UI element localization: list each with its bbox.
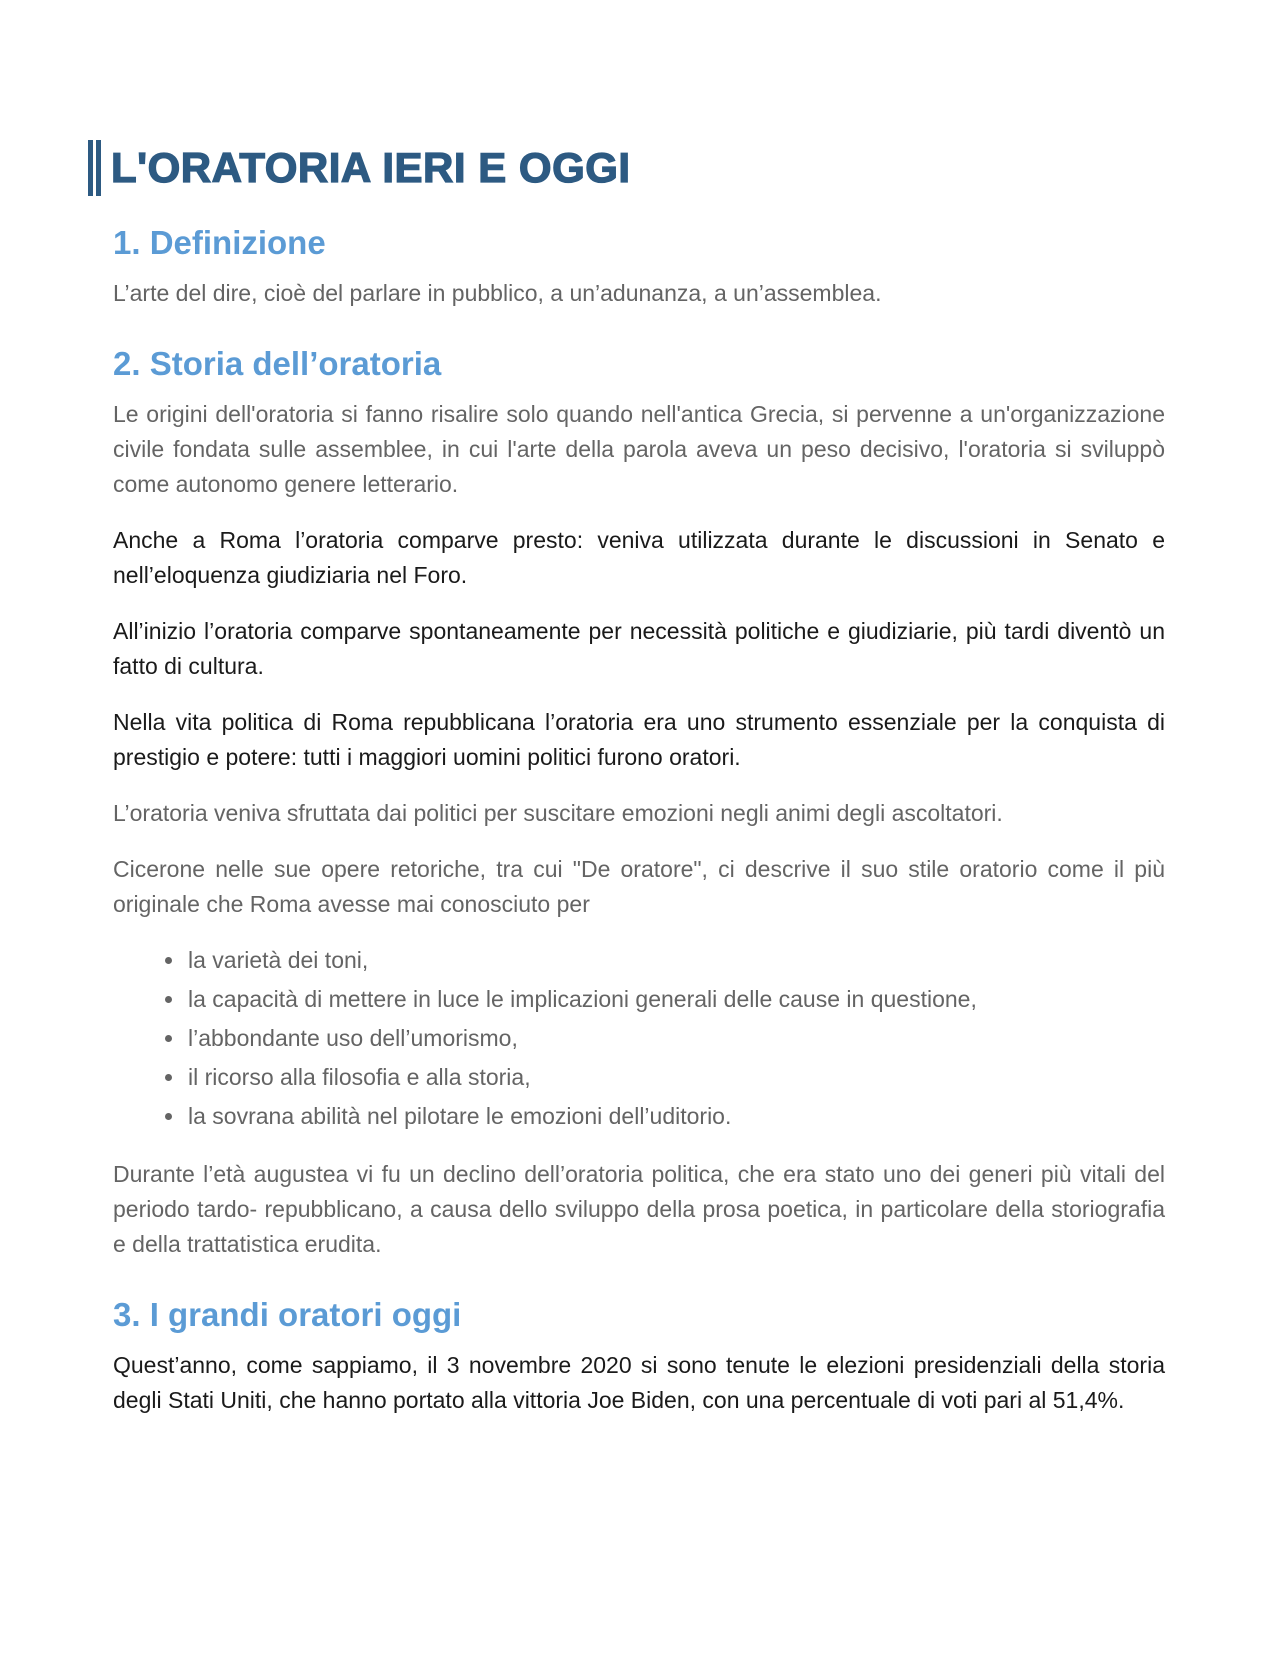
section-heading-definizione: 1. Definizione bbox=[113, 224, 326, 261]
paragraph: Anche a Roma l’oratoria comparve presto: veniva utilizzata durante le discussioni in Senato e nell’eloquenza giudiziaria nel Foro. bbox=[113, 526, 1165, 588]
bullet-item: • il ricorso alla filosofia e alla storia, bbox=[186, 1060, 1165, 1095]
paragraph: L’oratoria veniva sfruttata dai politici per suscitare emozioni negli animi degli ascoltatori. bbox=[113, 799, 1003, 826]
paragraph: Durante l’età augustea vi fu un declino dell’oratoria politica, che era stato uno dei generi più vitali del periodo tardo- repubblicano, a causa dello sviluppo della prosa poetica, in particolare della storiografia e della trattatistica erudita. bbox=[113, 1160, 1165, 1257]
section-heading-grandi-oratori: 3. I grandi oratori oggi bbox=[113, 1295, 462, 1333]
bullet-item: • l’abbondante uso dell’umorismo, bbox=[186, 1021, 1165, 1056]
paragraph: Quest’anno, come sappiamo, il 3 novembre 2020 si sono tenute le elezioni presidenziali della storia degli Stati Uniti, che hanno portato alla vittoria Joe Biden, con una percentuale di voti pari al 51,4%. bbox=[113, 1351, 1165, 1413]
paragraph: Le origini dell'oratoria si fanno risalire solo quando nell'antica Grecia, si pervenne a un'organizzazione civile fondata sulle assemblee, in cui l'arte della parola aveva un peso decisivo, l'oratoria si sviluppò come autonomo genere letterario. bbox=[113, 400, 1165, 497]
document-title: L'ORATORIA IERI E OGGI bbox=[111, 143, 631, 191]
bullet-item: • la sovrana abilità nel pilotare le emozioni dell’uditorio. bbox=[186, 1099, 1165, 1134]
bullet-list bbox=[113, 943, 1165, 1134]
paragraph: L’arte del dire, cioè del parlare in pubblico, a un’adunanza, a un’assemblea. bbox=[113, 279, 882, 306]
document-title-block bbox=[88, 140, 1165, 196]
double-bar-icon bbox=[88, 140, 101, 196]
section-heading-storia: 2. Storia dell’oratoria bbox=[113, 344, 442, 382]
paragraph: Nella vita politica di Roma repubblicana l’oratoria era uno strumento essenziale per la conquista di prestigio e potere: tutti i maggiori uomini politici furono oratori. bbox=[113, 708, 1165, 770]
bullet-item: • la capacità di mettere in luce le implicazioni generali delle cause in questione, bbox=[186, 982, 1165, 1017]
paragraph: All’inizio l’oratoria comparve spontaneamente per necessità politiche e giudiziarie, più tardi diventò un fatto di cultura. bbox=[113, 617, 1165, 679]
paragraph: Cicerone nelle sue opere retoriche, tra cui "De oratore", ci descrive il suo stile oratorio come il più originale che Roma avesse mai conosciuto per bbox=[113, 855, 1165, 917]
bullet-item: • la varietà dei toni, bbox=[186, 943, 1165, 978]
